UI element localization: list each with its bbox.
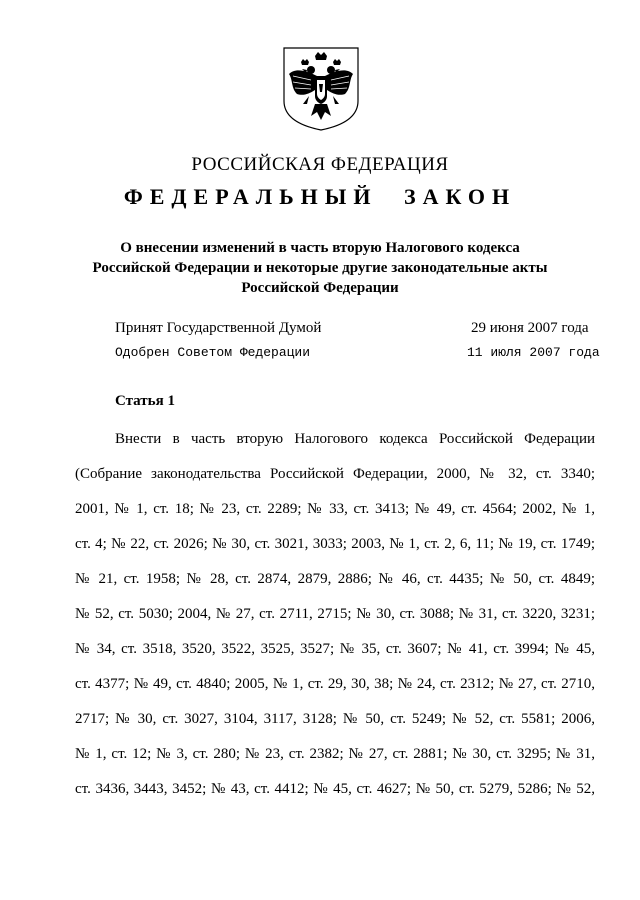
duma-adoption-date: 29 июня 2007 года	[471, 320, 589, 336]
article-line: № 34, ст. 3518, 3520, 3522, 3525, 3527; № 35, ст. 3607; № 41, ст. 3994; № 45,	[75, 641, 595, 657]
document-type: ФЕДЕРАЛЬНЫЙ ЗАКОН	[123, 184, 517, 209]
article-line: 2001, № 1, ст. 18; № 23, ст. 2289; № 33, ст. 3413; № 49, ст. 4564; 2002, № 1,	[75, 501, 595, 517]
law-title	[60, 238, 580, 298]
coat-of-arms-icon	[281, 46, 361, 132]
article-heading: Статья 1	[115, 393, 175, 409]
article-line: № 21, ст. 1958; № 28, ст. 2874, 2879, 2886; № 46, ст. 4435; № 50, ст. 4849;	[75, 571, 595, 587]
article-line: ст. 3436, 3443, 3452; № 43, ст. 4412; № 45, ст. 4627; № 50, ст. 5279, 5286; № 52,	[75, 781, 595, 797]
article-line: № 52, ст. 5030; 2004, № 27, ст. 2711, 2715; № 30, ст. 3088; № 31, ст. 3220, 3231;	[75, 606, 595, 622]
law-title-line: Российской Федерации и некоторые другие законодательные акты	[92, 260, 548, 276]
council-approval-label: Одобрен Советом Федерации	[115, 345, 311, 360]
law-title-line: О внесении изменений в часть вторую Налогового кодекса	[120, 240, 520, 256]
article-line: ст. 4; № 22, ст. 2026; № 30, ст. 3021, 3033; 2003, № 1, ст. 2, 6, 11; № 19, ст. 1749;	[75, 536, 595, 552]
council-approval-date: 11 июля 2007 года	[467, 345, 600, 360]
country-name: РОССИЙСКАЯ ФЕДЕРАЦИЯ	[191, 154, 449, 175]
article-body	[75, 424, 595, 809]
article-line: № 1, ст. 12; № 3, ст. 280; № 23, ст. 2382; № 27, ст. 2881; № 30, ст. 3295; № 31,	[75, 746, 595, 762]
article-line: 2717; № 30, ст. 3027, 3104, 3117, 3128; № 50, ст. 5249; № 52, ст. 5581; 2006,	[75, 711, 595, 727]
article-line: Внести в часть вторую Налогового кодекса Российской Федерации	[115, 431, 595, 447]
law-title-line: Российской Федерации	[241, 280, 399, 296]
duma-adoption-label: Принят Государственной Думой	[115, 320, 322, 336]
article-line: ст. 4377; № 49, ст. 4840; 2005, № 1, ст. 29, 30, 38; № 24, ст. 2312; № 27, ст. 2710,	[75, 676, 595, 692]
article-line: (Собрание законодательства Российской Федерации, 2000, № 32, ст. 3340;	[75, 466, 595, 482]
